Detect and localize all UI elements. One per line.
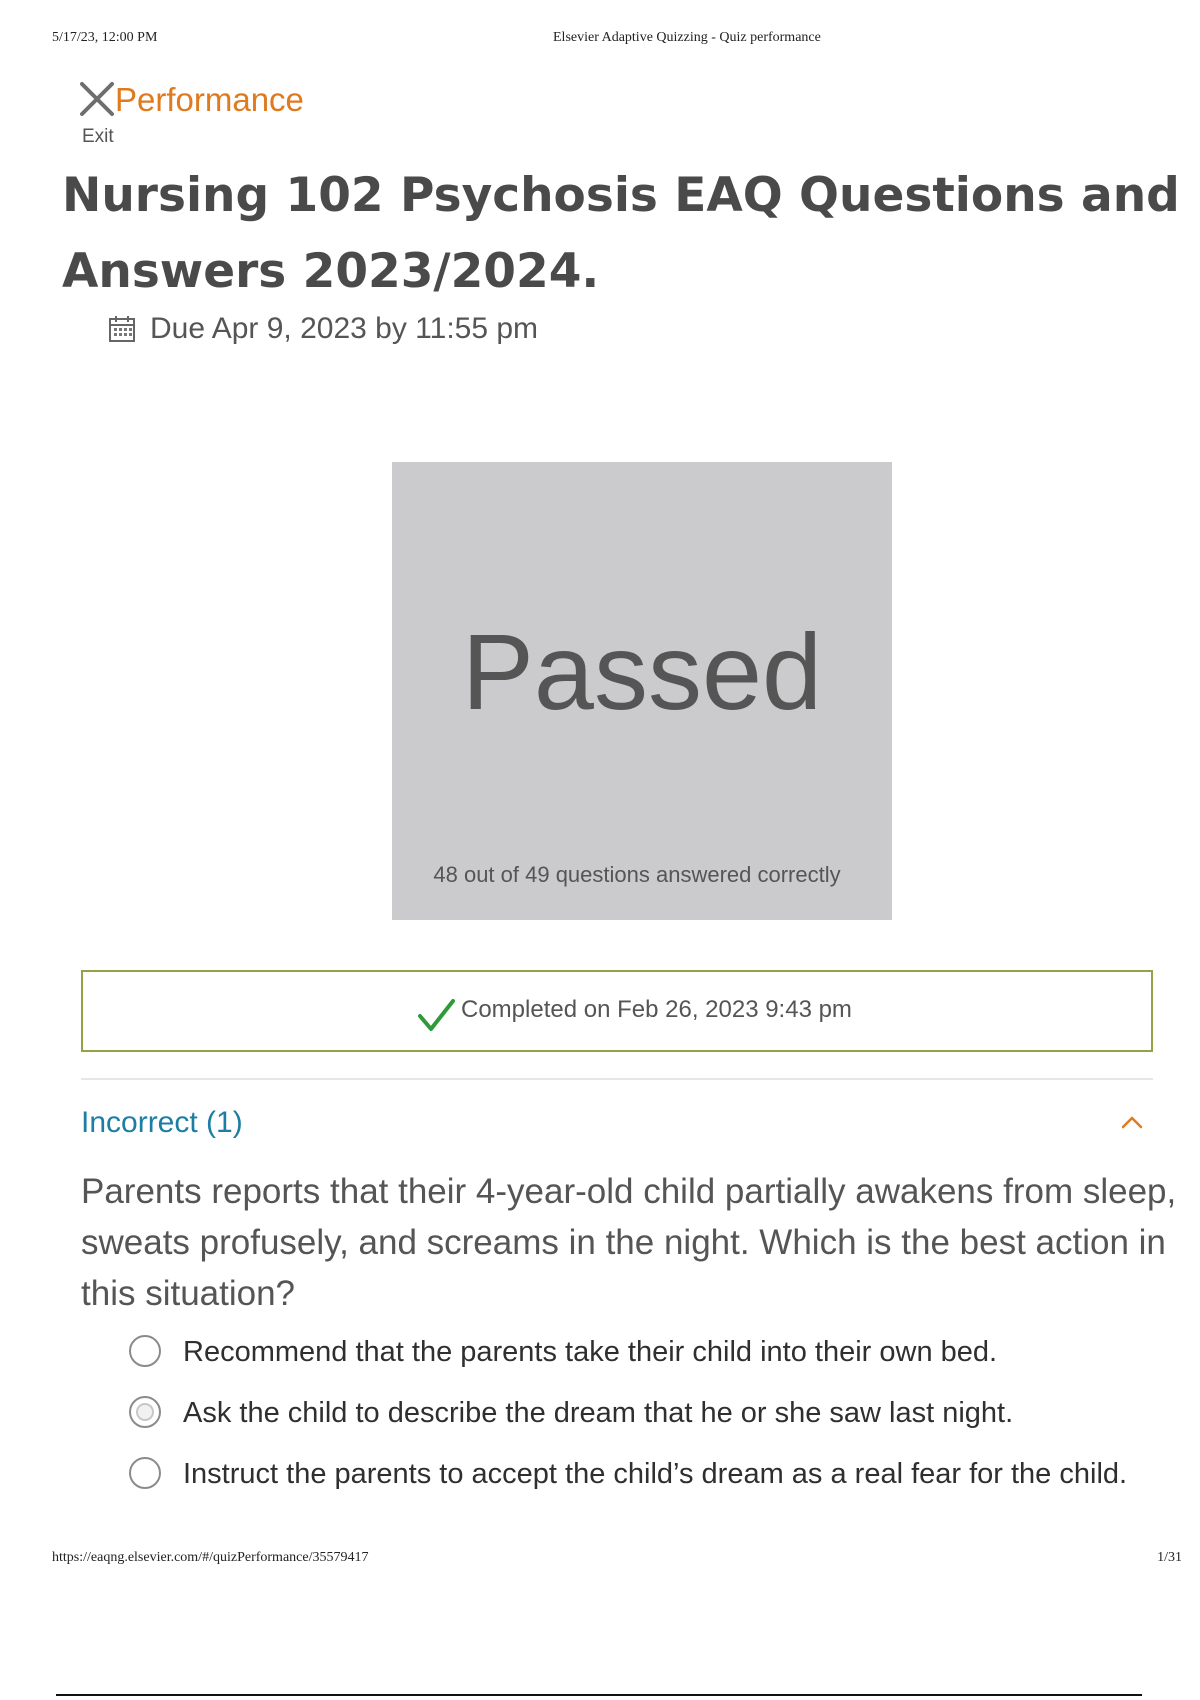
- radio-button[interactable]: [129, 1335, 161, 1367]
- completion-banner: [81, 970, 1153, 1052]
- answer-option-text: Ask the child to describe the dream that he or she saw last night.: [183, 1397, 1014, 1429]
- incorrect-section-label: Incorrect (1): [81, 1106, 243, 1139]
- performance-label: Performance: [115, 81, 304, 118]
- chevron-up-icon[interactable]: [1121, 1114, 1143, 1130]
- radio-button[interactable]: [129, 1457, 161, 1489]
- answer-option-text: Recommend that the parents take their child into their own bed.: [183, 1336, 998, 1368]
- answer-option[interactable]: [129, 1332, 1189, 1374]
- page-title: Nursing 102 Psychosis EAQ Questions and Answers 2023/2024.: [62, 168, 1180, 299]
- radio-button-selected[interactable]: [129, 1396, 161, 1428]
- print-date: 5/17/23, 12:00 PM: [52, 30, 158, 45]
- close-icon[interactable]: [78, 80, 116, 118]
- calendar-icon: [108, 315, 136, 343]
- answer-option[interactable]: [129, 1393, 1189, 1435]
- section-divider: [81, 1078, 1153, 1080]
- answer-option[interactable]: [129, 1454, 1189, 1496]
- completion-text: Completed on Feb 26, 2023 9:43 pm: [461, 996, 852, 1023]
- print-page-number: 1/31: [1157, 1550, 1182, 1565]
- print-footer: [52, 1550, 1182, 1572]
- result-card: [392, 462, 892, 920]
- check-icon: [416, 996, 456, 1034]
- incorrect-section-toggle[interactable]: [81, 1104, 1153, 1144]
- answer-option-text: Instruct the parents to accept the child’s dream as a real fear for the child.: [183, 1458, 1128, 1490]
- print-header: [52, 30, 1182, 54]
- exit-label[interactable]: Exit: [82, 126, 114, 147]
- print-url: https://eaqng.elsevier.com/#/quizPerformance/35579417: [52, 1550, 369, 1565]
- print-document-title: Elsevier Adaptive Quizzing - Quiz performance: [553, 30, 821, 45]
- page-bottom-rule: [56, 1694, 1142, 1696]
- result-score: 48 out of 49 questions answered correctly: [433, 862, 841, 887]
- result-status: Passed: [461, 611, 823, 732]
- due-date-text: Due Apr 9, 2023 by 11:55 pm: [150, 312, 539, 345]
- question-text: Parents reports that their 4-year-old child partially awakens from sleep, sweats profusely, and screams in the night. Which is the best action in this situation?: [81, 1172, 1177, 1313]
